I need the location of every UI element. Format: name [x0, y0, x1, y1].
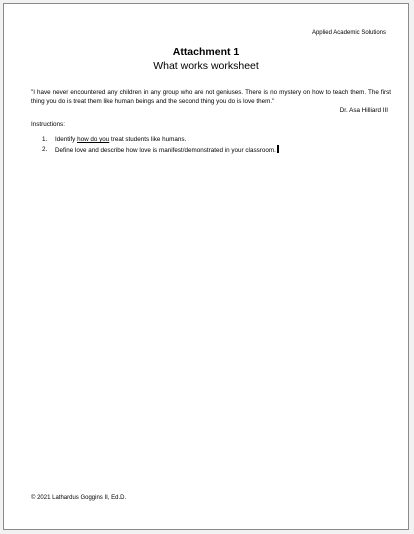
text-cursor[interactable]: [277, 145, 279, 153]
copyright-footer: © 2021 Lathardus Goggins II, Ed.D.: [31, 495, 127, 501]
instruction-number: 1.: [42, 136, 48, 143]
instructions-label: Instructions:: [31, 121, 65, 128]
instruction-number: 2.: [42, 146, 48, 153]
instructions-list: [31, 135, 279, 155]
instruction-item-1: [31, 135, 279, 145]
document-title: Attachment 1: [172, 46, 240, 58]
instruction-text-end: treat students like humans.: [109, 136, 187, 143]
quote-attribution: Dr. Asa Hilliard III: [339, 107, 388, 114]
document-subtitle: What works worksheet: [153, 60, 259, 72]
quote-text: "I have never encountered any children in any group who are not geniuses. There is no mystery on how to teach them. The first thing you do is treat them like human beings and the second thing you do is love them.": [31, 89, 391, 105]
instruction-text-start: Identify: [55, 136, 78, 143]
organization-header: Applied Academic Solutions: [311, 30, 386, 36]
underlined-phrase: how do you: [77, 136, 110, 143]
instruction-item-2: [31, 145, 279, 155]
document-page: [3, 3, 409, 530]
instruction-text: Define love and describe how love is manifest/demonstrated in your classroom.: [55, 147, 276, 154]
